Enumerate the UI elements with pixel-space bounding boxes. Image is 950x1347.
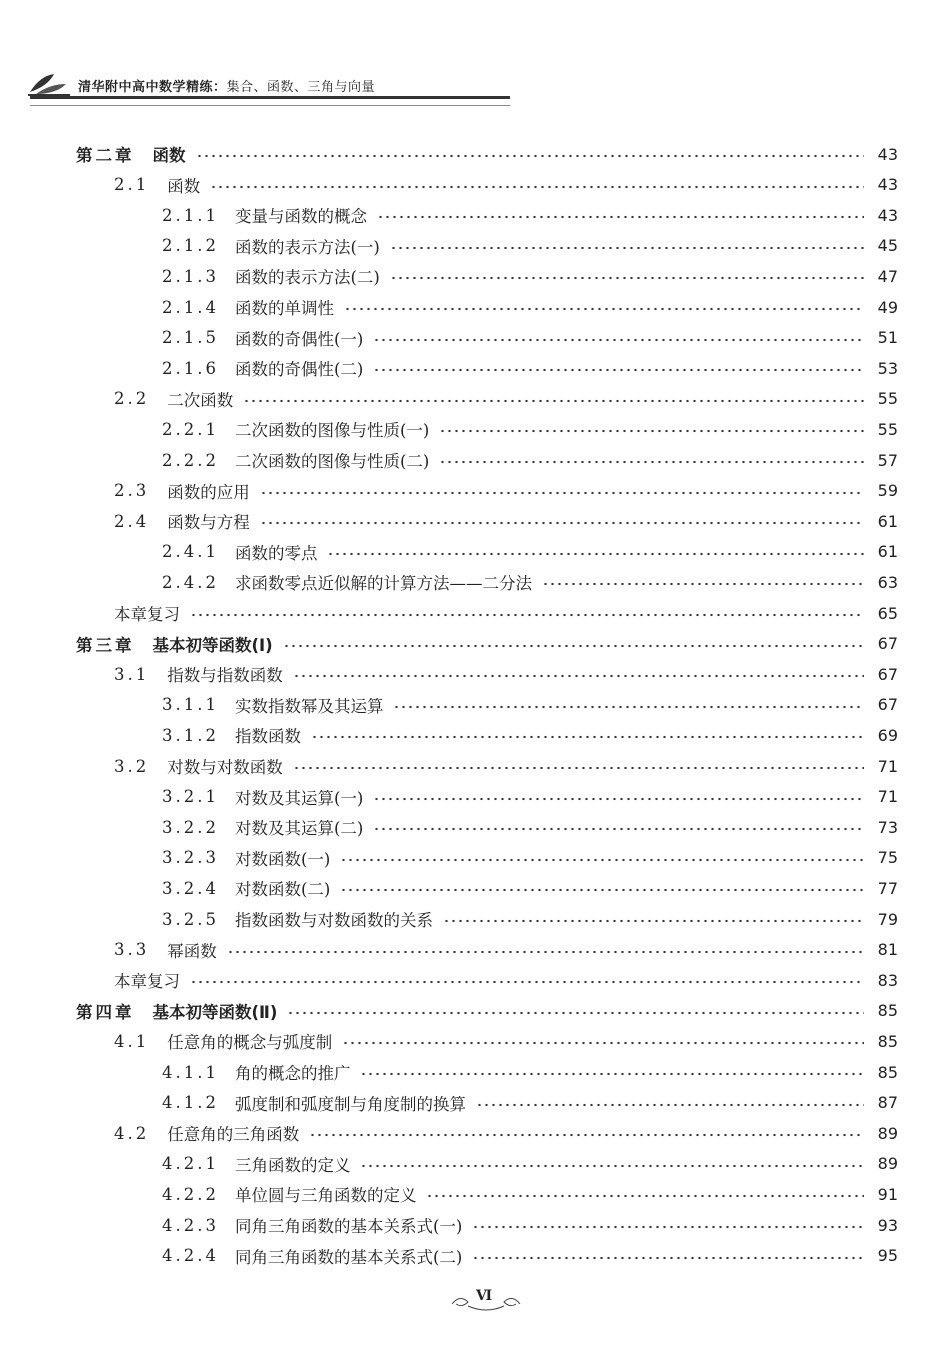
toc-entry-title: 函数的表示方法(一) — [234, 237, 380, 257]
toc-subsection-row — [162, 415, 898, 443]
toc-page-number: 67 — [877, 634, 898, 654]
toc-entry-title: 函数的单调性 — [234, 299, 334, 318]
toc-subsection-row — [162, 293, 898, 321]
toc-entry-number: 第二章 — [76, 146, 135, 165]
toc-page-number: 65 — [877, 603, 898, 623]
toc-section-row — [114, 477, 898, 505]
toc-entry-title: 函数的应用 — [167, 482, 250, 502]
toc-entry-title: 实数指数幂及其运算 — [234, 696, 384, 716]
toc-entry-title: 对数及其运算(一) — [234, 788, 364, 808]
toc-entry-number: 3.1.2 — [162, 725, 219, 745]
header-subtitle: 集合、函数、三角与向量 — [226, 80, 376, 95]
page-footer — [448, 1286, 524, 1316]
toc-section-row — [114, 385, 898, 413]
header-book-title: 清华附中高中数学精练： — [78, 80, 227, 95]
toc-entry-number: 2.2.1 — [162, 419, 219, 439]
toc-subsection-row — [162, 538, 898, 566]
toc-section-row — [114, 171, 898, 199]
toc-subsection-row — [162, 1058, 898, 1086]
toc-leader-dots — [283, 644, 864, 648]
toc-page-number: 67 — [877, 664, 898, 684]
toc-leader-dots — [390, 276, 864, 280]
toc-entry-number: 4.1.2 — [162, 1093, 219, 1113]
toc-entry-number: 2.3 — [114, 481, 150, 501]
toc-page-number: 45 — [877, 236, 898, 256]
toc-entry-title: 指数函数 — [234, 727, 301, 747]
toc-chapter-row — [76, 140, 898, 168]
page-number: Ⅵ — [476, 1288, 493, 1304]
header-title — [78, 76, 375, 95]
toc-subsection-row — [162, 354, 898, 382]
toc-entry-title: 对数与对数函数 — [167, 758, 283, 777]
toc-leader-dots — [210, 185, 864, 189]
toc-section-row — [114, 599, 898, 627]
toc-page-number: 75 — [877, 848, 898, 868]
toc-leader-dots — [360, 1072, 864, 1076]
toc-subsection-row — [162, 874, 898, 902]
toc-entry-title: 本章复习 — [114, 605, 180, 624]
toc-subsection-row — [162, 1180, 898, 1208]
toc-leader-dots — [340, 888, 864, 892]
toc-page-number: 87 — [877, 1093, 898, 1113]
toc-page-number: 77 — [877, 878, 898, 898]
toc-entry-title: 对数函数(一) — [234, 849, 331, 869]
toc-leader-dots — [439, 460, 864, 464]
toc-entry-title: 单位圆与三角函数的定义 — [234, 1186, 417, 1206]
toc-leader-dots — [243, 399, 864, 403]
toc-subsection-row — [162, 905, 898, 933]
toc-page-number: 71 — [877, 756, 898, 776]
toc-page-number: 67 — [877, 695, 898, 715]
toc-page-number: 85 — [877, 1062, 898, 1082]
toc-entry-number: 2.4.1 — [162, 542, 219, 562]
toc-subsection-row — [162, 844, 898, 872]
toc-leader-dots — [377, 215, 864, 219]
toc-entry-number: 3.2 — [114, 756, 150, 776]
toc-entry-title: 同角三角函数的基本关系式(二) — [234, 1247, 463, 1267]
toc-page-number: 93 — [877, 1215, 898, 1235]
toc-section-row — [114, 660, 898, 688]
toc-subsection-row — [162, 262, 898, 290]
toc-leader-dots — [426, 1194, 864, 1198]
toc-chapter-row — [76, 997, 898, 1025]
toc-entry-title: 函数的奇偶性(一) — [234, 329, 364, 349]
toc-leader-dots — [260, 491, 864, 495]
toc-leader-dots — [287, 1011, 864, 1015]
toc-page-number: 47 — [877, 266, 898, 286]
toc-page-number: 89 — [877, 1123, 898, 1143]
toc-entry-number: 3.2.5 — [162, 909, 219, 929]
toc-entry-title: 本章复习 — [114, 972, 180, 992]
toc-leader-dots — [327, 552, 864, 556]
toc-entry-number: 3.2.4 — [162, 878, 219, 898]
running-header — [26, 66, 516, 106]
toc-entry-title: 二次函数的图像与性质(一) — [234, 421, 430, 441]
toc-page-number: 59 — [877, 481, 898, 501]
toc-section-row — [114, 936, 898, 964]
toc-entry-number: 3.1 — [114, 664, 150, 684]
toc-entry-title: 三角函数的定义 — [234, 1155, 351, 1175]
toc-subsection-row — [162, 721, 898, 749]
toc-leader-dots — [190, 613, 864, 617]
toc-subsection-row — [162, 1089, 898, 1117]
toc-leader-dots — [342, 1041, 864, 1045]
toc-leader-dots — [472, 1256, 864, 1260]
toc-entry-number: 4.2.2 — [162, 1184, 219, 1204]
toc-leader-dots — [190, 980, 864, 984]
toc-page-number: 79 — [877, 909, 898, 929]
toc-entry-number: 2.1.2 — [162, 236, 219, 256]
toc-subsection-row — [162, 1150, 898, 1178]
toc-entry-title: 函数的表示方法(二) — [234, 268, 380, 288]
toc-subsection-row — [162, 691, 898, 719]
toc-leader-dots — [260, 521, 864, 525]
toc-entry-title: 函数的零点 — [234, 543, 318, 563]
toc-page-number: 61 — [877, 542, 898, 562]
toc-leader-dots — [439, 429, 864, 433]
toc-entry-number: 第三章 — [76, 635, 135, 655]
toc-entry-number: 2.1.3 — [162, 266, 219, 286]
toc-entry-number: 3.1.1 — [162, 695, 219, 715]
toc-page-number: 69 — [877, 725, 898, 745]
toc-leader-dots — [360, 1164, 864, 1168]
toc-page-number: 53 — [877, 358, 898, 378]
toc-entry-number: 4.2.1 — [162, 1154, 219, 1174]
toc-leader-dots — [293, 766, 864, 770]
toc-subsection-row — [162, 568, 898, 596]
toc-page-number: 55 — [877, 419, 898, 439]
toc-leader-dots — [373, 368, 864, 372]
toc-leader-dots — [309, 1133, 864, 1137]
toc-page-number: 95 — [877, 1246, 898, 1266]
toc-subsection-row — [162, 201, 898, 229]
toc-entry-title: 变量与函数的概念 — [234, 207, 367, 227]
toc-page-number: 85 — [877, 1001, 898, 1021]
toc-subsection-row — [162, 1242, 898, 1270]
toc-entry-title: 任意角的三角函数 — [167, 1125, 300, 1145]
toc-page-number: 49 — [877, 297, 898, 317]
toc-entry-title: 指数函数与对数函数的关系 — [234, 911, 433, 930]
toc-leader-dots — [293, 674, 864, 678]
toc-entry-number: 4.2.3 — [162, 1215, 219, 1235]
toc-page-number: 43 — [877, 205, 898, 225]
toc-leader-dots — [373, 827, 864, 831]
toc-leader-dots — [390, 246, 864, 250]
toc-entry-title: 二次函数的图像与性质(二) — [234, 452, 430, 471]
toc-entry-title: 指数与指数函数 — [167, 666, 283, 686]
toc-subsection-row — [162, 446, 898, 474]
toc-entry-number: 4.1 — [114, 1031, 150, 1051]
toc-section-row — [114, 1027, 898, 1055]
toc-entry-number: 2.1.1 — [162, 205, 219, 225]
toc-entry-title: 同角三角函数的基本关系式(一) — [234, 1217, 463, 1236]
toc-page-number: 73 — [877, 817, 898, 837]
toc-subsection-row — [162, 232, 898, 260]
toc-page-number: 63 — [877, 572, 898, 592]
toc-page-number: 83 — [877, 970, 898, 990]
toc-page-number: 71 — [877, 787, 898, 807]
toc-entry-number: 2.4.2 — [162, 572, 219, 592]
toc-entry-number: 2.4 — [114, 511, 150, 531]
toc-entry-title: 函数 — [167, 176, 201, 196]
toc-entry-title: 任意角的概念与弧度制 — [167, 1033, 333, 1053]
toc-chapter-row — [76, 630, 898, 658]
toc-page-number: 91 — [877, 1184, 898, 1204]
toc-entry-number: 4.2 — [114, 1123, 150, 1143]
toc-entry-title: 对数及其运算(二) — [234, 819, 364, 839]
toc-page-number: 61 — [877, 511, 898, 531]
toc-leader-dots — [227, 950, 864, 954]
toc-entry-number: 2.1.4 — [162, 297, 219, 317]
toc-entry-number: 3.2.3 — [162, 848, 219, 868]
toc-leader-dots — [373, 797, 864, 801]
toc-subsection-row — [162, 1211, 898, 1239]
toc-page-number: 89 — [877, 1154, 898, 1174]
toc-entry-title: 基本初等函数(Ⅰ) — [152, 635, 273, 655]
toc-page-number: 43 — [877, 175, 898, 195]
toc-section-row — [114, 1119, 898, 1147]
toc-page-number: 81 — [877, 940, 898, 960]
toc-subsection-row — [162, 783, 898, 811]
toc-leader-dots — [196, 154, 865, 158]
toc-page-number: 55 — [877, 389, 898, 409]
header-rule — [30, 96, 510, 106]
toc-section-row — [114, 507, 898, 535]
toc-leader-dots — [476, 1103, 864, 1107]
toc-leader-dots — [393, 705, 864, 709]
toc-entry-number: 4.1.1 — [162, 1062, 219, 1082]
toc-entry-title: 函数的奇偶性(二) — [234, 360, 364, 380]
toc-entry-title: 二次函数 — [167, 390, 234, 410]
toc-page-number: 43 — [877, 144, 898, 164]
toc-entry-title: 函数 — [152, 146, 186, 165]
toc-entry-title: 弧度制和弧度制与角度制的换算 — [234, 1094, 466, 1114]
toc-entry-title: 基本初等函数(Ⅱ) — [152, 1002, 278, 1022]
toc-entry-number: 2.1.6 — [162, 358, 219, 378]
toc-entry-number: 2.1.5 — [162, 328, 219, 348]
toc-leader-dots — [373, 338, 864, 342]
toc-entry-number: 4.2.4 — [162, 1246, 219, 1266]
toc-section-row — [114, 966, 898, 994]
toc-entry-number: 2.1 — [114, 175, 150, 195]
toc-entry-title: 求函数零点近似解的计算方法——二分法 — [234, 574, 532, 594]
toc-entry-number: 3.2.2 — [162, 817, 219, 837]
toc-page-number: 51 — [877, 328, 898, 348]
toc-entry-title: 幂函数 — [167, 941, 217, 961]
toc-entry-number: 2.2 — [114, 389, 150, 409]
toc-entry-number: 2.2.2 — [162, 450, 219, 470]
toc-leader-dots — [311, 735, 864, 739]
toc-entry-number: 3.3 — [114, 940, 150, 960]
toc-page-number: 85 — [877, 1031, 898, 1051]
toc-entry-title: 函数与方程 — [167, 513, 250, 533]
toc-section-row — [114, 752, 898, 780]
toc-leader-dots — [542, 582, 864, 586]
toc-leader-dots — [340, 858, 864, 862]
toc-leader-dots — [472, 1225, 864, 1229]
toc-leader-dots — [344, 307, 864, 311]
toc-leader-dots — [443, 919, 864, 923]
toc-subsection-row — [162, 813, 898, 841]
toc-page-number: 57 — [877, 450, 898, 470]
toc-entry-title: 对数函数(二) — [234, 880, 331, 900]
leaf-logo-icon — [26, 68, 72, 98]
toc-subsection-row — [162, 324, 898, 352]
toc-entry-number: 第四章 — [76, 1002, 135, 1022]
toc-entry-number: 3.2.1 — [162, 787, 219, 807]
toc-entry-title: 角的概念的推广 — [234, 1064, 351, 1083]
